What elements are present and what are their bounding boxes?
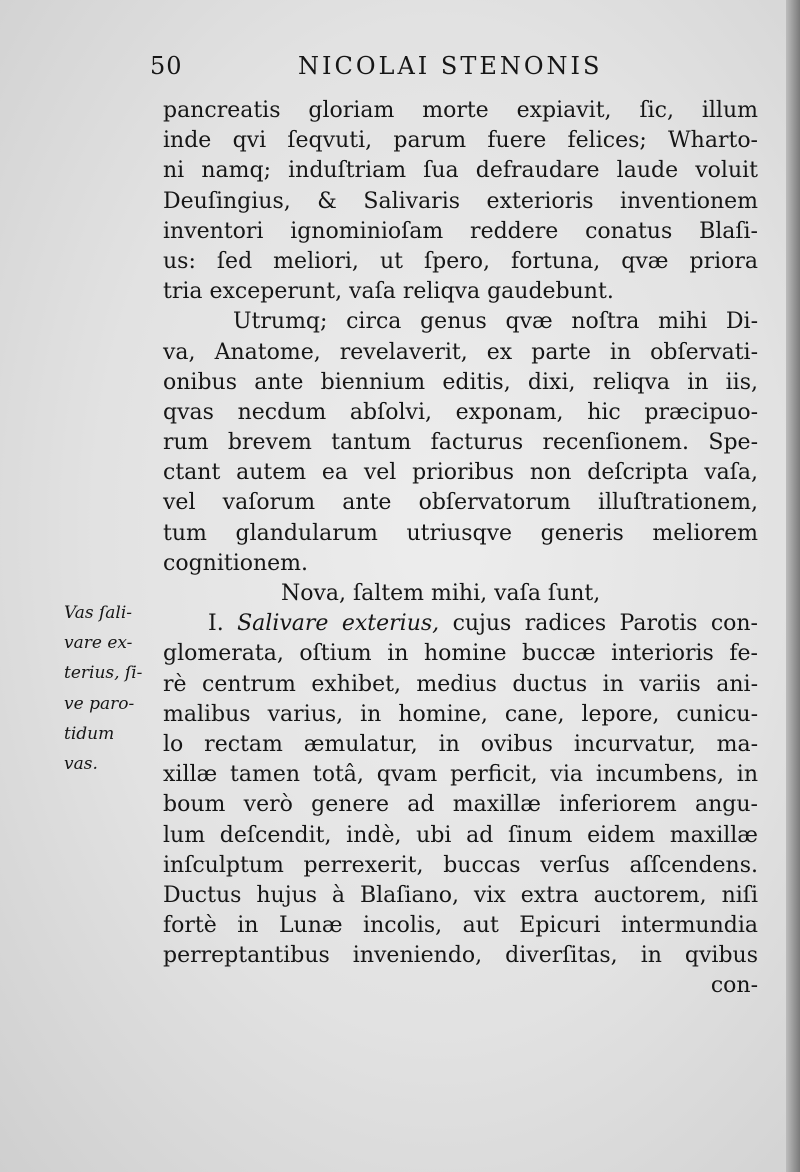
text-line: lum deſcendit, indè, ubi ad ſinum eidem maxillæ (163, 822, 758, 848)
text-line: perreptantibus inveniendo, diverſitas, in qvibus (163, 943, 758, 969)
catchword: con- (710, 973, 758, 999)
text-line: tum glandularum utriusqve generis meliorem (163, 520, 758, 546)
margin-note-line: ve paro- (64, 693, 135, 714)
item-one-line (163, 609, 758, 639)
paragraph-start-line: Utrumq; circa genus qvæ noſtra mihi Di- (233, 309, 758, 335)
text-line: inſculptum perrexerit, buccas verſus aſſcendens. (163, 852, 758, 878)
text-line: rum brevem tantum facturus recenſionem. Spe- (163, 430, 758, 456)
item-italic-title: Salivare exterius, (237, 611, 440, 637)
text-line: onibus ante biennium editis, dixi, reliqva in iis, (163, 369, 758, 395)
page-edge-shadow (786, 0, 800, 1172)
text-line: malibus varius, in homine, cane, lepore, cunicu- (163, 701, 758, 727)
item-line-rest: cujus radices Parotis con- (439, 611, 758, 637)
margin-note (64, 598, 156, 779)
text-line: lo rectam æmulatur, in ovibus incurvatur, ma- (163, 731, 758, 757)
text-line: us: ſed meliori, ut ſpero, fortuna, qvæ priora (163, 248, 758, 274)
text-line: Ductus hujus à Blaſiano, vix extra auctorem, niſi (163, 882, 758, 908)
margin-note-line: Vas ſali- (64, 603, 133, 623)
paragraph-end-line: cognitionem. (163, 550, 309, 576)
text-line: glomerata, oſtium in homine buccæ interioris fe- (163, 641, 758, 667)
section-heading: Nova, ſaltem mihi, vaſa ſunt, (281, 581, 601, 606)
text-line: Deuſingius, & Salivaris exterioris inventionem (163, 188, 758, 214)
text-line: fortè in Lunæ incolis, aut Epicuri intermundia (163, 913, 758, 939)
page-header (150, 48, 750, 88)
text-line: ni namq; induſtriam ſua defraudare laude voluit (163, 158, 758, 184)
text-line: boum verò genere ad maxillæ inferiorem angu- (163, 792, 758, 818)
text-line: rè centrum exhibet, medius ductus in variis ani- (163, 671, 758, 697)
body-text (163, 96, 758, 1002)
text-line: pancreatis gloriam morte expiavit, ſic, illum (163, 98, 758, 123)
running-title: NICOLAI STENONIS (298, 52, 603, 80)
text-line: xillæ tamen totâ, qvam perficit, via incumbens, in (163, 762, 758, 788)
margin-note-line: vare ex- (64, 633, 133, 654)
page-number: 50 (150, 52, 183, 80)
margin-note-line: vas. (64, 754, 98, 775)
text-line: vel vaſorum ante obſervatorum illuſtrationem, (163, 490, 758, 516)
margin-note-line: terius, ſi- (64, 663, 143, 684)
margin-note-line: tidum (64, 723, 115, 744)
text-line: inde qvi ſeqvuti, parum fuere felices; Wharto- (163, 128, 758, 154)
item-numeral: I. (208, 611, 224, 637)
paragraph-end-line: tria exceperunt, vaſa reliqva gaudebunt. (163, 279, 614, 305)
text-line: inventori ignominioſam reddere conatus Blaſi- (163, 218, 758, 244)
text-line: va, Anatome, revelaverit, ex parte in obſervati- (163, 339, 758, 365)
text-line: ctant autem ea vel prioribus non deſcripta vaſa, (163, 460, 758, 486)
text-line: qvas necdum abſolvi, exponam, hic præcipuo- (163, 399, 758, 425)
